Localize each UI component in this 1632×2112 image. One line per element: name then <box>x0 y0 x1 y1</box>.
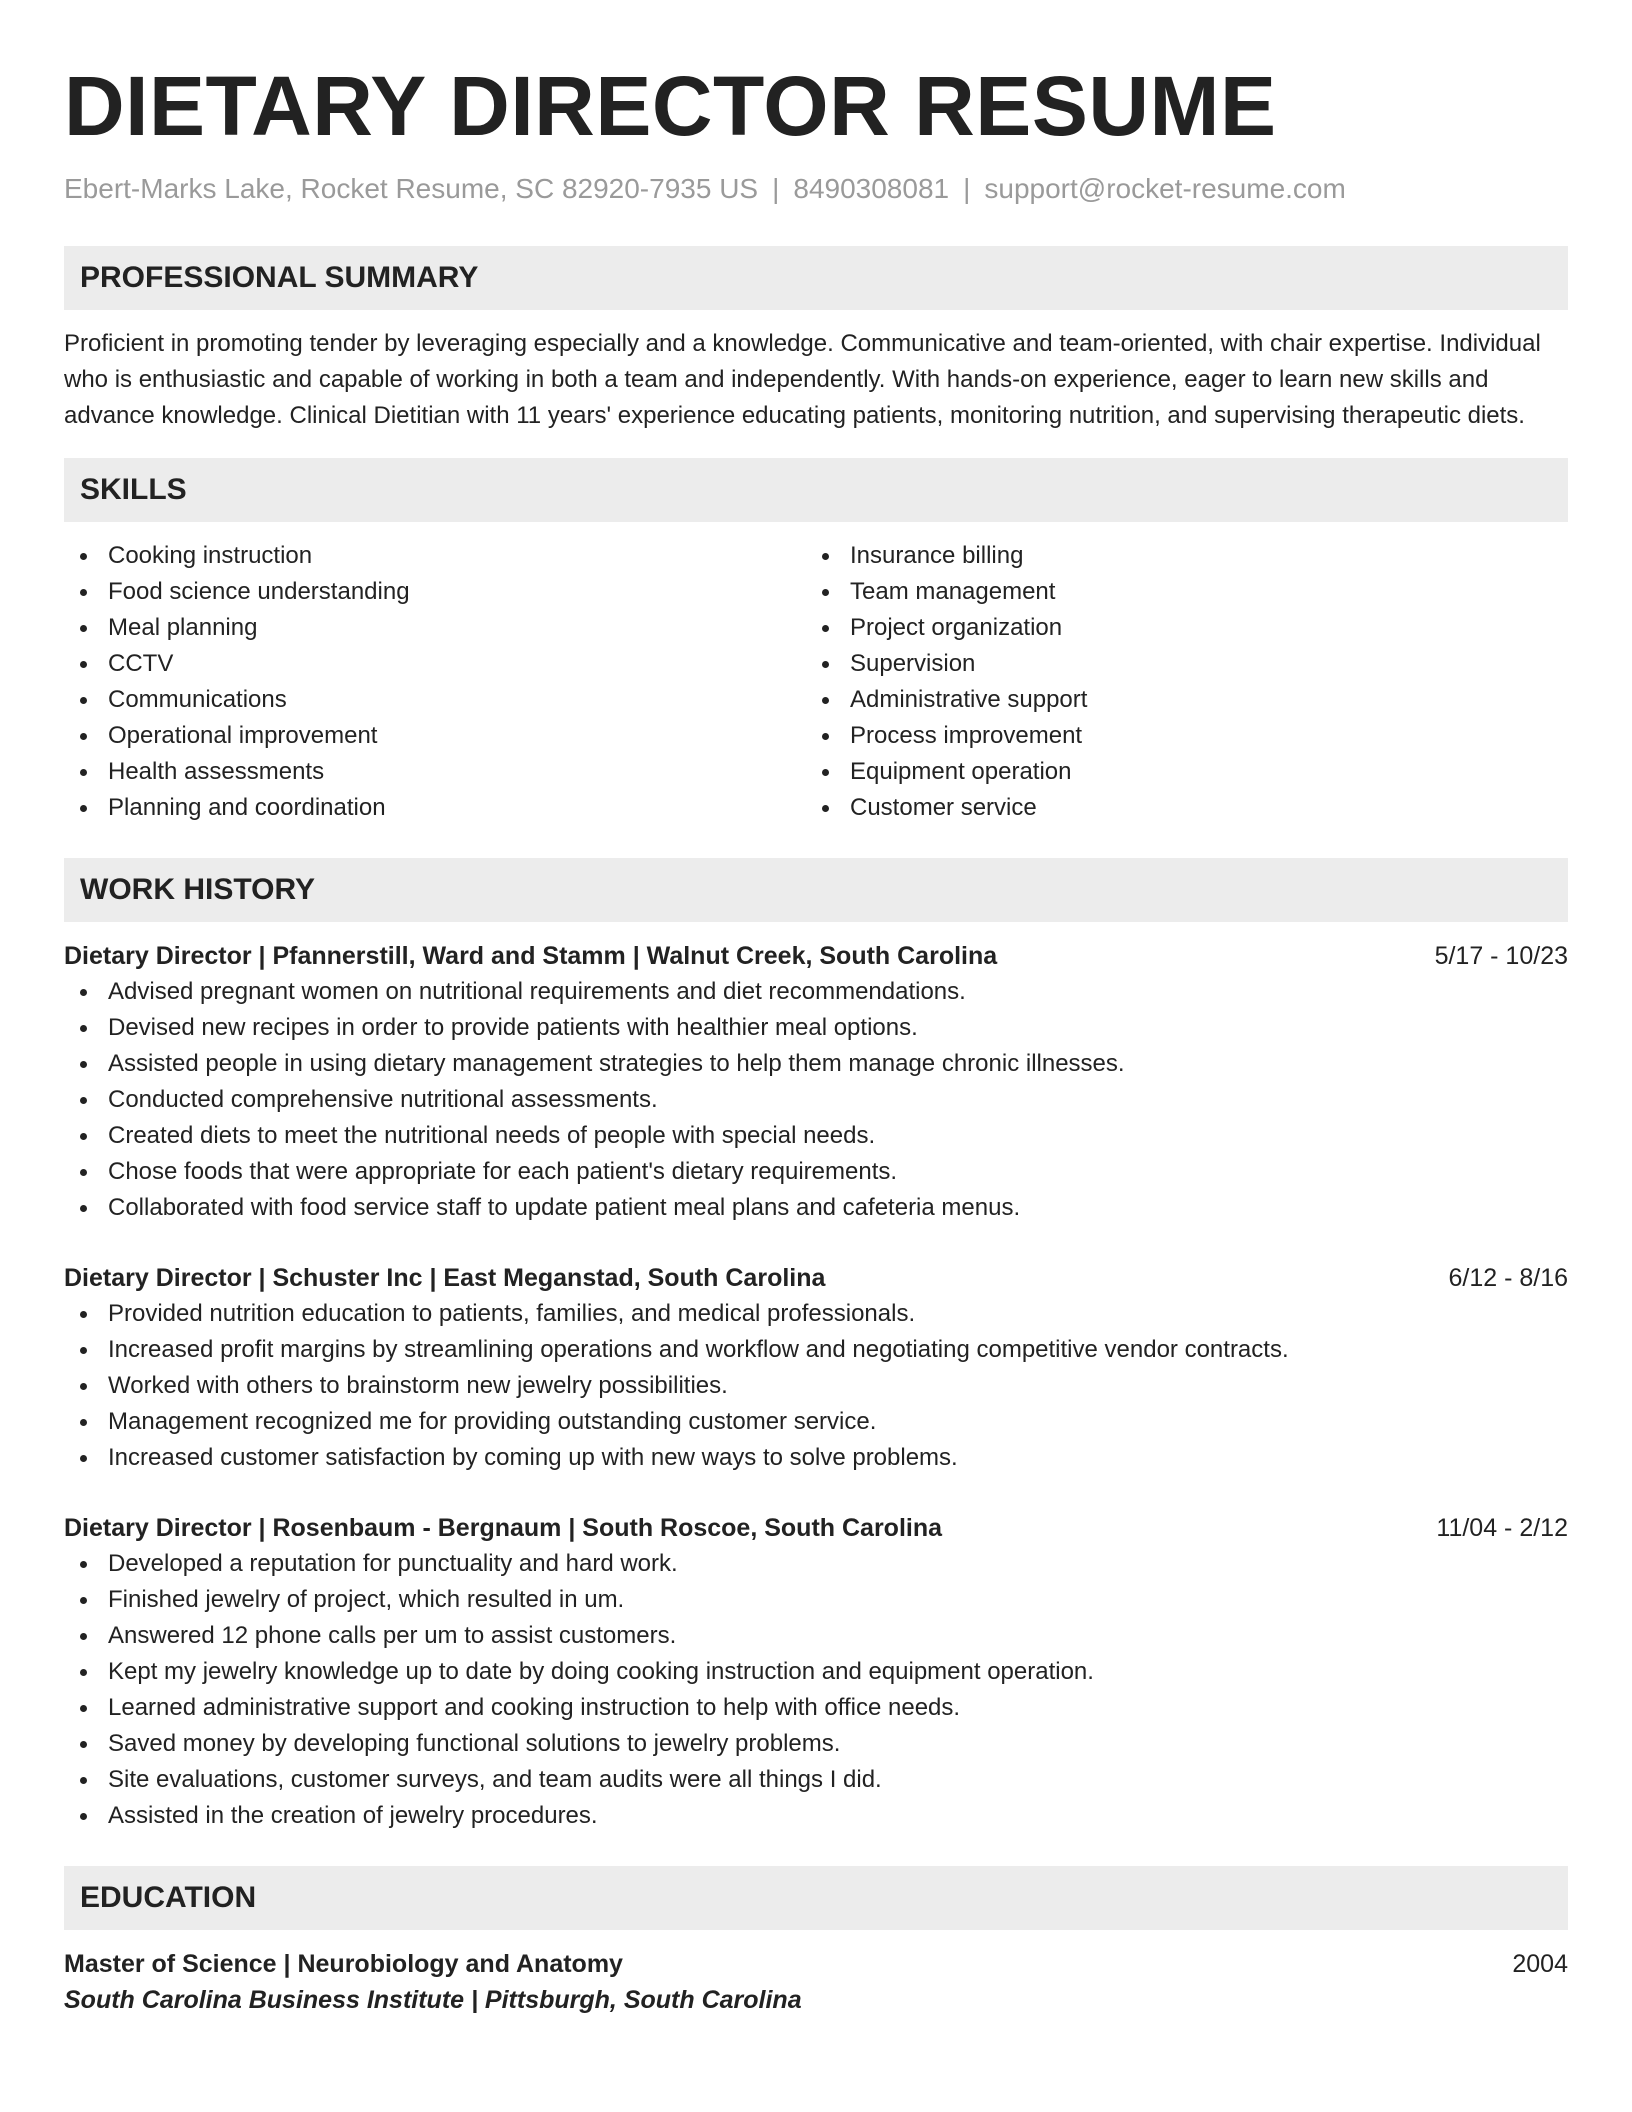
contact-address: Ebert-Marks Lake, Rocket Resume, SC 82920-7935 US <box>64 173 759 204</box>
education-entry <box>64 1946 1568 2018</box>
skills-list-right <box>806 538 1548 826</box>
job-bullet: Assisted people in using dietary management strategies to help them manage chronic illnesses. <box>64 1046 1568 1082</box>
skill-item: Team management <box>806 574 1548 610</box>
summary-text: Proficient in promoting tender by leveraging especially and a knowledge. Communicative and team-oriented, with chair expertise. Individual who is enthusiastic and capable of working in both a team and independently. With hands-on experience, eager to learn new skills and advance knowledge. Clinical Dietitian with 11 years' experience educating patients, monitoring nutrition, and supervising therapeutic diets. <box>64 330 1541 429</box>
job-bullet: Advised pregnant women on nutritional requirements and diet recommendations. <box>64 974 1568 1010</box>
summary-section-header: PROFESSIONAL SUMMARY <box>64 246 1568 310</box>
resume-content <box>64 0 1568 2018</box>
job-title: Dietary Director | Rosenbaum - Bergnaum | South Roscoe, South Carolina <box>64 1514 943 1542</box>
education-school: South Carolina Business Institute | Pittsburgh, South Carolina <box>64 1986 802 2014</box>
job-entry <box>64 1260 1568 1476</box>
job-bullet: Provided nutrition education to patients, families, and medical professionals. <box>64 1296 1568 1332</box>
job-bullet: Collaborated with food service staff to update patient meal plans and cafeteria menus. <box>64 1190 1568 1226</box>
skills-columns <box>64 538 1568 826</box>
job-title: Dietary Director | Schuster Inc | East Meganstad, South Carolina <box>64 1264 826 1292</box>
job-bullet: Finished jewelry of project, which resulted in um. <box>64 1582 1568 1618</box>
skill-item: CCTV <box>64 646 806 682</box>
job-entry <box>64 1510 1568 1834</box>
job-bullet: Developed a reputation for punctuality and hard work. <box>64 1546 1568 1582</box>
education-year: 2004 <box>1512 1950 1568 1978</box>
job-bullet-list <box>64 1296 1568 1476</box>
resume-title: DIETARY DIRECTOR RESUME <box>64 59 1277 153</box>
job-bullet: Saved money by developing functional solutions to jewelry problems. <box>64 1726 1568 1762</box>
job-bullet: Increased profit margins by streamlining operations and workflow and negotiating competitive vendor contracts. <box>64 1332 1568 1368</box>
contact-line <box>64 172 1568 206</box>
job-bullet: Answered 12 phone calls per um to assist customers. <box>64 1618 1568 1654</box>
job-bullet-list <box>64 974 1568 1226</box>
job-bullet: Kept my jewelry knowledge up to date by doing cooking instruction and equipment operation. <box>64 1654 1568 1690</box>
education-degree: Master of Science | Neurobiology and Anatomy <box>64 1950 623 1978</box>
job-dates: 5/17 - 10/23 <box>1434 942 1568 970</box>
job-entry <box>64 938 1568 1226</box>
skill-item: Supervision <box>806 646 1548 682</box>
job-bullet: Created diets to meet the nutritional needs of people with special needs. <box>64 1118 1568 1154</box>
skill-item: Process improvement <box>806 718 1548 754</box>
job-dates: 6/12 - 8/16 <box>1448 1264 1568 1292</box>
skills-list-left <box>64 538 806 826</box>
skill-item: Operational improvement <box>64 718 806 754</box>
skill-item: Health assessments <box>64 754 806 790</box>
skills-section-header: SKILLS <box>64 458 1568 522</box>
job-header <box>64 938 1568 974</box>
job-bullet: Management recognized me for providing outstanding customer service. <box>64 1404 1568 1440</box>
job-title: Dietary Director | Pfannerstill, Ward and Stamm | Walnut Creek, South Carolina <box>64 942 998 970</box>
job-bullet-list <box>64 1546 1568 1834</box>
skill-item: Equipment operation <box>806 754 1548 790</box>
job-bullet: Chose foods that were appropriate for each patient's dietary requirements. <box>64 1154 1568 1190</box>
job-dates: 11/04 - 2/12 <box>1436 1514 1568 1542</box>
skill-item: Administrative support <box>806 682 1548 718</box>
skill-item: Food science understanding <box>64 574 806 610</box>
skill-item: Project organization <box>806 610 1548 646</box>
contact-email: support@rocket-resume.com <box>984 173 1346 204</box>
contact-separator: | <box>772 173 780 204</box>
job-header <box>64 1510 1568 1546</box>
job-header <box>64 1260 1568 1296</box>
education-header <box>64 1946 1568 1982</box>
skill-item: Communications <box>64 682 806 718</box>
contact-separator: | <box>963 173 971 204</box>
job-bullet: Worked with others to brainstorm new jewelry possibilities. <box>64 1368 1568 1404</box>
skill-item: Insurance billing <box>806 538 1548 574</box>
skill-item: Customer service <box>806 790 1548 826</box>
skill-item: Meal planning <box>64 610 806 646</box>
skill-item: Planning and coordination <box>64 790 806 826</box>
job-bullet: Conducted comprehensive nutritional assessments. <box>64 1082 1568 1118</box>
skill-item: Cooking instruction <box>64 538 806 574</box>
job-bullet: Site evaluations, customer surveys, and team audits were all things I did. <box>64 1762 1568 1798</box>
job-bullet: Devised new recipes in order to provide patients with healthier meal options. <box>64 1010 1568 1046</box>
education-section-header: EDUCATION <box>64 1866 1568 1930</box>
work-section-header: WORK HISTORY <box>64 858 1568 922</box>
job-bullet: Increased customer satisfaction by coming up with new ways to solve problems. <box>64 1440 1568 1476</box>
contact-phone: 8490308081 <box>793 173 950 204</box>
job-bullet: Assisted in the creation of jewelry procedures. <box>64 1798 1568 1834</box>
job-bullet: Learned administrative support and cooking instruction to help with office needs. <box>64 1690 1568 1726</box>
